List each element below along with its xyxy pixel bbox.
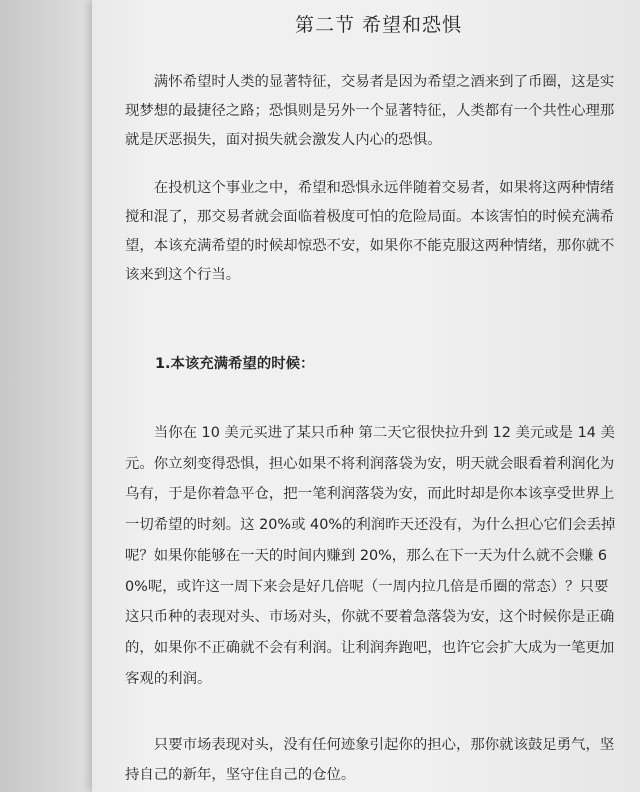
paragraph-hope-fear-intro: 满怀希望时人类的显著特征，交易者是因为希望之酒来到了币圈，这是实现梦想的最捷径之路；恐惧则是另外一个显著特征，人类都有一个共性心理那就是厌恶损失，面对损失就会激发人内心的恐惧。: [125, 74, 615, 148]
paragraph-conclusion: 只要市场表现对头，没有任何迹象引起你的担心，那你就该鼓足勇气，坚持自己的新年，坚守住自己的仓位。: [125, 737, 615, 783]
paragraph-example: 当你在 10 美元买进了某只币种 第二天它很快拉升到 12 美元或是 14 美元。你立刻变得恐惧，担心如果不将利润落袋为安，明天就会眼看着利润化为乌有，于是你着急平仓，把一笔利润落袋为安，而此时却是你本该享受世界上一切希望的时刻。这 20%或 40%的利润昨天还没有，为什么担心它们会丢掉呢？如果你能够在一天的时间内赚到 20%，那么在下一天为什么就不会赚 60%呢，或许这一周下来会是好几倍呢（一周内拉几倍是币圈的常态）？只要这只币种的表现对头、市场对头，你就不要着急落袋为安，这个时候你是正确的，如果你不正确就不会有利润。让利润奔跑吧，也许它会扩大成为一笔更加客观的利润。: [125, 425, 616, 687]
paragraph-speculation: 在投机这个事业之中，希望和恐惧永远伴随着交易者，如果将这两种情绪搅和混了，那交易者就会面临着极度可怕的危险局面。本该害怕的时候充满希望，本该充满希望的时候却惊恐不安，如果你不能克服这两种情绪，那你就不该来到这个行当。: [125, 180, 615, 283]
section-title: 第二节 希望和恐惧: [295, 14, 463, 36]
subsection-heading: 1.本该充满希望的时候：: [155, 356, 315, 372]
